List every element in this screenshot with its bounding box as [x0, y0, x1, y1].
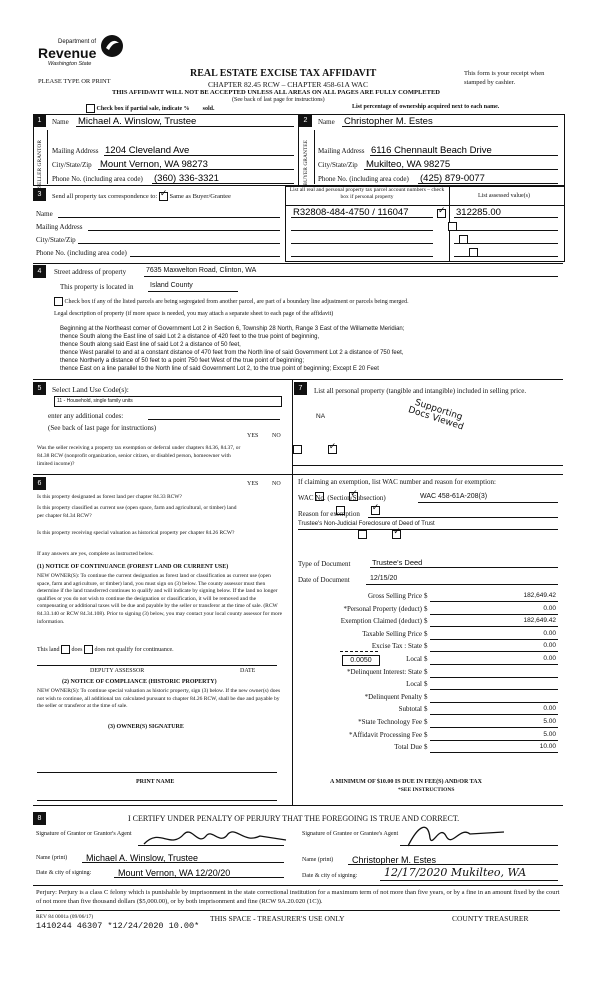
section-6-num: 6: [33, 477, 46, 490]
seller-name-label: Name: [52, 118, 69, 126]
this-land-label: This land: [37, 646, 60, 653]
notice2-title: (2) NOTICE OF COMPLIANCE (HISTORIC PROPERTY): [62, 679, 217, 685]
fee-label: Local: [406, 680, 422, 689]
current-use-no-checkbox[interactable]: [371, 506, 380, 515]
fee-row: Total Due $ 10.00: [394, 743, 556, 752]
fee-row: *Delinquent Penalty $: [300, 693, 560, 706]
see-back-note: (See back of last page for instructions): [232, 97, 325, 103]
dor-logo-icon: [100, 34, 124, 58]
fee-label: Excise Tax : State: [371, 642, 422, 651]
seller-phone[interactable]: (360) 336-3321: [154, 173, 219, 184]
fee-label: *Delinquent Interest: State: [346, 667, 422, 676]
fee-label: Taxable Selling Price: [362, 629, 422, 638]
does-not-checkbox[interactable]: [84, 645, 93, 654]
historic-yes-checkbox[interactable]: [358, 530, 367, 539]
fee-row: Taxable Selling Price $ 0.00: [362, 629, 556, 638]
dor-logo: [38, 34, 128, 70]
current-use-question: Is this property classified as current use (open space, farm and agricultural, or timber) land per chapter 84.34 RCW?: [37, 505, 237, 519]
perjury-note: Perjury: Perjury is a class C felony which is punishable by imprisonment in the state correctional institution for a maximum term of not more than five years, or by a fine in an amount fixed by the court of not more than five thousand dollars ($5,000.00), or by both imprisonment and fine (RCW 9A.20.020 (1C)).: [36, 889, 560, 905]
segregated-row: [54, 297, 409, 306]
form-title: REAL ESTATE EXCISE TAX AFFIDAVIT: [190, 68, 377, 79]
certify-statement: I CERTIFY UNDER PENALTY OF PERJURY THAT THE FOREGOING IS TRUE AND CORRECT.: [128, 814, 460, 823]
grantor-date-city-label: Date & city of signing:: [36, 870, 92, 876]
grantee-sig-label: Signature of Grantee or Grantee's Agent: [302, 831, 399, 837]
grantor-signature[interactable]: [140, 822, 290, 852]
seller-city[interactable]: Mount Vernon, WA 98273: [100, 159, 208, 170]
partial-sale-label: Check box if partial sale, indicate %: [96, 105, 190, 112]
buyer-address[interactable]: 6116 Chennault Beach Drive: [371, 145, 492, 156]
fee-label: *State Technology Fee: [358, 717, 422, 726]
fee-value[interactable]: 0.00: [543, 642, 556, 650]
property-county[interactable]: Island County: [150, 282, 193, 289]
buyer-city[interactable]: Mukilteo, WA 98275: [366, 159, 451, 170]
buyer-name-label: Name: [318, 118, 335, 126]
buyer-phone-label: Phone No. (including area code): [318, 175, 409, 183]
section-2-num: 2: [299, 114, 312, 127]
legal-label: Legal description of property (if more space is needed, you may attach a separate sheet to each page of the affidavit): [54, 311, 334, 317]
doc-date[interactable]: 12/15/20: [370, 575, 398, 582]
section-3-num: 3: [33, 188, 46, 201]
assessed-header: List assessed value(s): [478, 193, 530, 199]
legal-line: thence South along said East line of said Lot 2 a distance of 50 feet,: [60, 342, 241, 348]
select-land-use-label: Select Land Use Code(s):: [52, 385, 129, 394]
land-use-select[interactable]: [54, 396, 282, 407]
seller-name-row: [52, 118, 69, 126]
section-8-num: 8: [33, 812, 46, 825]
does-not-label: does not: [94, 646, 115, 653]
local-rate[interactable]: 0.0050: [342, 655, 380, 666]
segregated-checkbox[interactable]: [54, 297, 63, 306]
parcel-number[interactable]: R32808-484-4750 / 116047: [293, 207, 409, 218]
fee-row: *Personal Property (deduct) $ 0.00: [343, 604, 556, 613]
please-type: PLEASE TYPE OR PRINT: [38, 78, 111, 85]
see-instructions: *SEE INSTRUCTIONS: [398, 787, 455, 793]
fee-label: *Delinquent Penalty: [364, 692, 422, 701]
fee-row: Exemption Claimed (deduct) $ 182,649.42: [340, 617, 556, 626]
grantee-date-city-label: Date & city of signing:: [302, 873, 358, 879]
qualify-label: qualify for continuance.: [116, 646, 174, 653]
grantee-signature[interactable]: [400, 818, 510, 852]
seller-city-label: City/State/Zip: [52, 161, 92, 169]
corr-city-label: City/State/Zip: [36, 236, 76, 244]
section6-no: NO: [272, 481, 281, 487]
form-warning: THIS AFFIDAVIT WILL NOT BE ACCEPTED UNLESS ALL AREAS ON ALL PAGES ARE FULLY COMPLETED: [112, 89, 440, 96]
buyer-name[interactable]: Christopher M. Estes: [344, 116, 433, 127]
fee-value[interactable]: 0.00: [543, 654, 556, 662]
notice1-title: (1) NOTICE OF CONTINUANCE (FOREST LAND OR CURRENT USE): [37, 564, 229, 570]
rev-number: REV 84 0001a (09/06/17): [36, 914, 94, 920]
fee-value[interactable]: 5.00: [543, 717, 556, 725]
additional-codes-label: enter any additional codes:: [48, 412, 124, 420]
grantor-name-label: Name (print): [36, 855, 68, 861]
grantor-date-city[interactable]: Mount Vernon, WA 12/20/20: [118, 868, 231, 878]
grantee-print-name[interactable]: Christopher M. Estes: [352, 855, 437, 865]
fee-label: *Affidavit Processing Fee: [349, 730, 422, 739]
street-label: Street address of property: [54, 268, 127, 276]
minimum-note: A MINIMUM OF $10.00 IS DUE IN FEE(S) AND/OR TAX: [330, 779, 482, 785]
wac-label: WAC No. (Section/Subsection): [298, 494, 386, 502]
deputy-assessor-label: DEPUTY ASSESSOR: [90, 668, 145, 674]
parcel-list-header: List all real and personal property tax parcel account numbers – check box if personal property: [289, 187, 445, 200]
revenue-label: Revenue: [38, 45, 97, 61]
does-checkbox[interactable]: [61, 645, 70, 654]
historic-no-checkbox[interactable]: [392, 530, 401, 539]
grantee-name-label: Name (print): [302, 857, 334, 863]
seller-name[interactable]: Michael A. Winslow, Trustee: [78, 116, 197, 127]
legal-line: thence Northerly a distance of 50 feet to a point 750 feet West of the true point of beginning;: [60, 358, 305, 364]
continuance-row: [37, 645, 174, 654]
exemption-no-checkbox[interactable]: [328, 445, 337, 454]
same-as-buyer-checkbox[interactable]: [159, 192, 168, 201]
form-chapter: CHAPTER 82.45 RCW – CHAPTER 458-61A WAC: [208, 80, 368, 89]
deputy-date-label: DATE: [240, 668, 256, 674]
fee-row: Excise Tax : State $ 0.00: [300, 642, 560, 655]
doc-type-label: Type of Document: [298, 560, 351, 568]
section5-see-back: (See back of last page for instructions): [48, 424, 157, 432]
property-street[interactable]: 7635 Maxwelton Road, Clinton, WA: [146, 267, 257, 274]
section-7-num: 7: [294, 382, 307, 395]
land-use-code: 11 - Household, single family units: [57, 398, 133, 404]
section-1-num: 1: [33, 114, 46, 127]
notice1-body: NEW OWNER(S): To continue the current designation as forest land or classification as current use (open space, farm and agriculture, or timber) land, you must sign on (3) below. The county assessor must then determine if the land transferred continues to qualify and will indicate by signing below. If the land no longer qualifies or you do not wish to continue the designation or classification, it will be removed and the compensating or additional taxes will be due and payable by the seller or transferor at the time of sale. (RCW 84.33.140 or RCW 84.34.108). Prior to signing (3) below, you may contact your local county assessor for more information.: [37, 573, 283, 625]
seller-phone-label: Phone No. (including area code): [52, 175, 143, 183]
seller-address-label: Mailing Address: [52, 147, 99, 155]
section-5-num: 5: [33, 382, 46, 395]
legal-description[interactable]: [60, 325, 404, 373]
fee-value[interactable]: 0.00: [543, 604, 556, 612]
personal-property-label: List all personal property (tangible and intangible) included in selling price.: [314, 387, 527, 395]
dept-label: Department of: [58, 39, 97, 45]
exemption-reason[interactable]: Trustee's Non-Judicial Foreclosure of Deed of Trust: [298, 521, 435, 527]
legal-line: thence East on a line parallel to the North line of said Government Lot 2, to the true point of beginning; Except E 20 Feet: [60, 366, 379, 372]
county-treasurer: COUNTY TREASURER: [452, 914, 529, 923]
legal-line: thence South along the East line of said Lot 2 a distance of 420 feet to the true point of beginning,: [60, 334, 320, 340]
seller-address[interactable]: 1204 Cleveland Ave: [105, 145, 190, 156]
grantee-date-city[interactable]: 12/17/2020 Mukilteo, WA: [384, 866, 527, 879]
historic-question: Is this property receiving special valuation as historical property per chapter 84.26 RCW?: [37, 530, 235, 536]
corr-phone-label: Phone No. (including area code): [36, 249, 127, 257]
print-name-label: PRINT NAME: [136, 779, 175, 785]
correspondence-row: [52, 192, 231, 201]
section5-no: NO: [272, 433, 281, 439]
corr-address-label: Mailing Address: [36, 223, 83, 231]
fee-row: 0.0050 Local $ 0.00: [300, 655, 560, 668]
wac-number[interactable]: WAC 458-61A-208(3): [420, 493, 488, 500]
treasurer-stamp: 1410244 46307 *12/24/2020 10.00*: [36, 921, 200, 931]
does-label: does: [71, 646, 83, 653]
section6-yes: YES: [247, 481, 259, 487]
fee-row: *Affidavit Processing Fee $ 5.00: [349, 730, 556, 739]
fee-table: [300, 592, 560, 756]
reason-label: Reason for exemption: [298, 510, 360, 518]
doc-date-label: Date of Document: [298, 576, 350, 584]
legal-line: Beginning at the Northeast corner of Government Lot 2 in Section 6, Township 28 North, Range 3 East of the Willamette Meridian;: [60, 326, 405, 332]
fee-value[interactable]: 5.00: [543, 730, 556, 738]
exemption-yes-checkbox[interactable]: [293, 445, 302, 454]
state-label: Washington State: [48, 61, 92, 67]
if-yes-note: If any answers are yes, complete as instructed below.: [37, 551, 154, 557]
fee-value[interactable]: 182,649.42: [523, 617, 556, 625]
treasurer-space: THIS SPACE - TREASURER'S USE ONLY: [210, 914, 345, 923]
fee-value[interactable]: 0.00: [543, 705, 556, 713]
exemption-claim-label: If claiming an exemption, list WAC number and reason for exemption:: [298, 478, 496, 486]
same-as-buyer-label: Same as Buyer/Grantee: [169, 192, 231, 200]
forest-question: Is this property designated as forest land per chapter 84.33 RCW?: [37, 494, 182, 500]
fee-label: Local: [406, 654, 422, 663]
assessed-value[interactable]: 312285.00: [456, 207, 501, 218]
personal-property-value[interactable]: NA: [316, 413, 326, 420]
fee-value[interactable]: 0.00: [543, 629, 556, 637]
segregated-label: Check box if any of the listed parcels are being segregated from another parcel, are part of a boundary line adjustment or parcels being merged.: [64, 298, 409, 305]
notice2-body: NEW OWNER(S): To continue special valuation as historic property, sign (3) below. If the new owner(s) does not wish to continue, all additional tax calculated pursuant to chapter 84.26 RCW, shall be due and payable by the seller or transferor at the time of sale.: [37, 688, 281, 710]
fee-value[interactable]: 10.00: [539, 743, 556, 751]
list-pct-note: List percentage of ownership acquired next to each name.: [352, 104, 500, 110]
buyer-side-label: BUYER GRANTEE: [303, 140, 309, 186]
fee-label: *Personal Property (deduct): [343, 604, 422, 613]
section5-yes: YES: [247, 433, 259, 439]
partial-sale-row: [86, 104, 215, 113]
legal-line: thence West parallel to and at a constant distance of 470 feet from the North line of said Government Lot 2 a distance of 750 feet,: [60, 350, 404, 356]
partial-sale-checkbox[interactable]: [86, 104, 95, 113]
fee-value[interactable]: 182,649.42: [523, 592, 556, 599]
fee-row: Subtotal $ 0.00: [398, 705, 556, 714]
owner-signature-label: (3) OWNER(S) SIGNATURE: [108, 724, 184, 730]
grantor-sig-label: Signature of Grantor or Grantor's Agent: [36, 831, 132, 837]
fee-label: Total Due: [394, 743, 422, 752]
correspondence-label: Send all property tax correspondence to:: [52, 192, 158, 200]
fee-row: *State Technology Fee $ 5.00: [358, 717, 556, 726]
exemption-question: Was the seller receiving a property tax exemption or deferral under chapters 84.36, 84.37, or 84.38 RCW (nonprofit organization, senior citizen, or disabled person, homeowner with limited income)?: [37, 445, 241, 467]
buyer-address-label: Mailing Address: [318, 147, 365, 155]
section-4-num: 4: [33, 265, 46, 278]
buyer-city-label: City/State/Zip: [318, 161, 358, 169]
fee-row: *Delinquent Interest: State $: [300, 668, 560, 681]
located-label: This property is located in: [60, 283, 134, 291]
corr-name-label: Name: [36, 210, 53, 218]
grantor-print-name[interactable]: Michael A. Winslow, Trustee: [86, 853, 199, 863]
parcel-personal-checkbox-1[interactable]: [437, 209, 446, 218]
fee-label: Exemption Claimed (deduct): [340, 617, 422, 626]
supporting-docs-stamp: Supporting Docs Viewed: [406, 397, 465, 433]
fee-label: Gross Selling Price: [367, 592, 422, 600]
sold-label: sold.: [202, 105, 215, 112]
receipt-note: This form is your receipt when stamped by cashier.: [464, 70, 545, 86]
fee-row: Local $: [300, 680, 560, 693]
buyer-phone[interactable]: (425) 879-0077: [420, 173, 485, 184]
doc-type[interactable]: Trustee's Deed: [372, 558, 423, 567]
fee-row: Gross Selling Price $ 182,649.42: [367, 592, 556, 600]
fee-label: Subtotal: [398, 705, 422, 714]
seller-side-label: SELLER GRANTOR: [37, 140, 43, 189]
